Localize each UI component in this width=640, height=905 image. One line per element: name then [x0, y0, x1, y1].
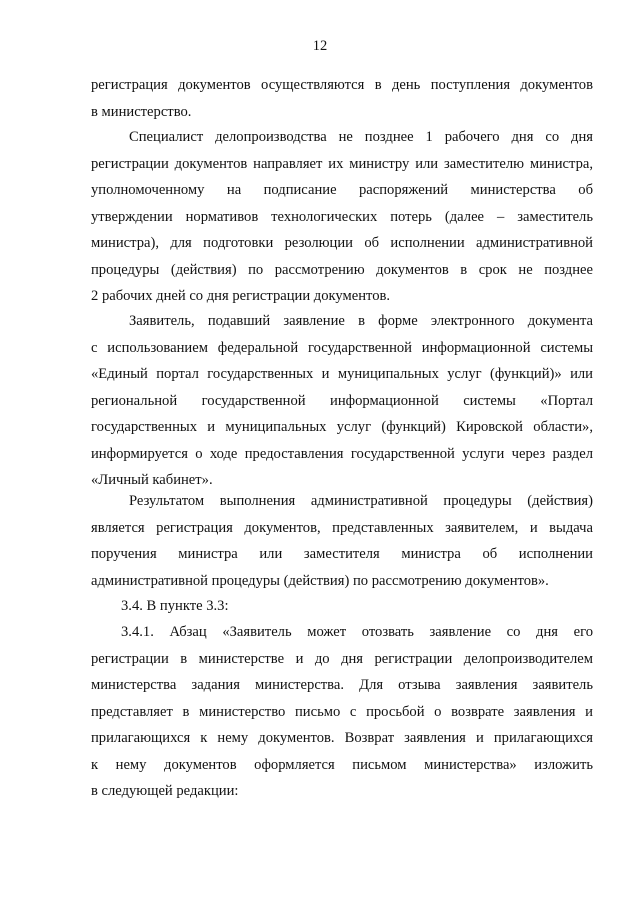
text-line: в следующей редакции: [91, 783, 239, 799]
text-line: прилагающихся к нему документов. Возврат заявления и прилагающихся [91, 730, 593, 746]
text-line: с использованием федеральной государственной информационной системы [91, 339, 593, 356]
text-line: информируется о ходе предоставления государственной услуги через раздел [91, 445, 593, 462]
text-line: является регистрация документов, представленных заявителем, и выдача [91, 519, 593, 536]
text-line: в министерство. [91, 103, 192, 120]
text-line: уполномоченному на подписание распоряжений министерства об [91, 182, 593, 198]
text-line: к нему документов оформляется письмом министерства» изложить [91, 756, 593, 773]
text-line: представляет в министерство письмо с просьбой о возврате заявления и [91, 703, 593, 720]
text-line: Результатом выполнения административной процедуры (действия) [129, 493, 593, 509]
text-line: регистрации документов направляет их министру или заместителю министра, [91, 155, 593, 172]
text-line: государственных и муниципальных услуг (функций) Кировской области», [91, 419, 593, 435]
page-number: 12 [312, 38, 328, 54]
text-line: 2 рабочих дней со дня регистрации документов. [91, 288, 391, 304]
text-line: «Личный кабинет». [91, 472, 213, 488]
paragraph-1 [91, 72, 593, 125]
paragraph-2 [91, 124, 593, 310]
text-line: административной процедуры (действия) по рассмотрению документов». [91, 572, 549, 589]
text-line: поручения министра или заместителя министра об исполнении [91, 546, 593, 562]
text-line: Заявитель, подавший заявление в форме электронного документа [129, 313, 593, 329]
text-line: регистрация документов осуществляются в день поступления документов [91, 77, 593, 93]
text-line: 3.4. В пункте 3.3: [121, 598, 229, 614]
paragraph-4 [91, 488, 593, 594]
text-line: министерства задания министерства. Для отзыва заявления заявитель [91, 677, 593, 693]
text-line: Специалист делопроизводства не позднее 1 рабочего дня со дня [129, 129, 593, 145]
text-line: «Единый портал государственных и муниципальных услуг (функций)» или [91, 366, 593, 382]
text-line: процедуры (действия) по рассмотрению документов в срок не позднее [91, 261, 593, 278]
paragraph-6 [91, 619, 593, 805]
text-line: регистрации в министерстве и до дня регистрации делопроизводителем [91, 650, 593, 667]
text-line: утверждении нормативов технологических потерь (далее – заместитель [91, 208, 593, 225]
text-line: министра), для подготовки резолюции об исполнении административной [91, 235, 593, 251]
text-line: 3.4.1. Абзац «Заявитель может отозвать заявление со дня его [121, 624, 593, 640]
paragraph-5 [91, 593, 593, 620]
paragraph-3 [91, 308, 593, 494]
text-line: региональной государственной информационной системы «Портал [91, 392, 593, 409]
